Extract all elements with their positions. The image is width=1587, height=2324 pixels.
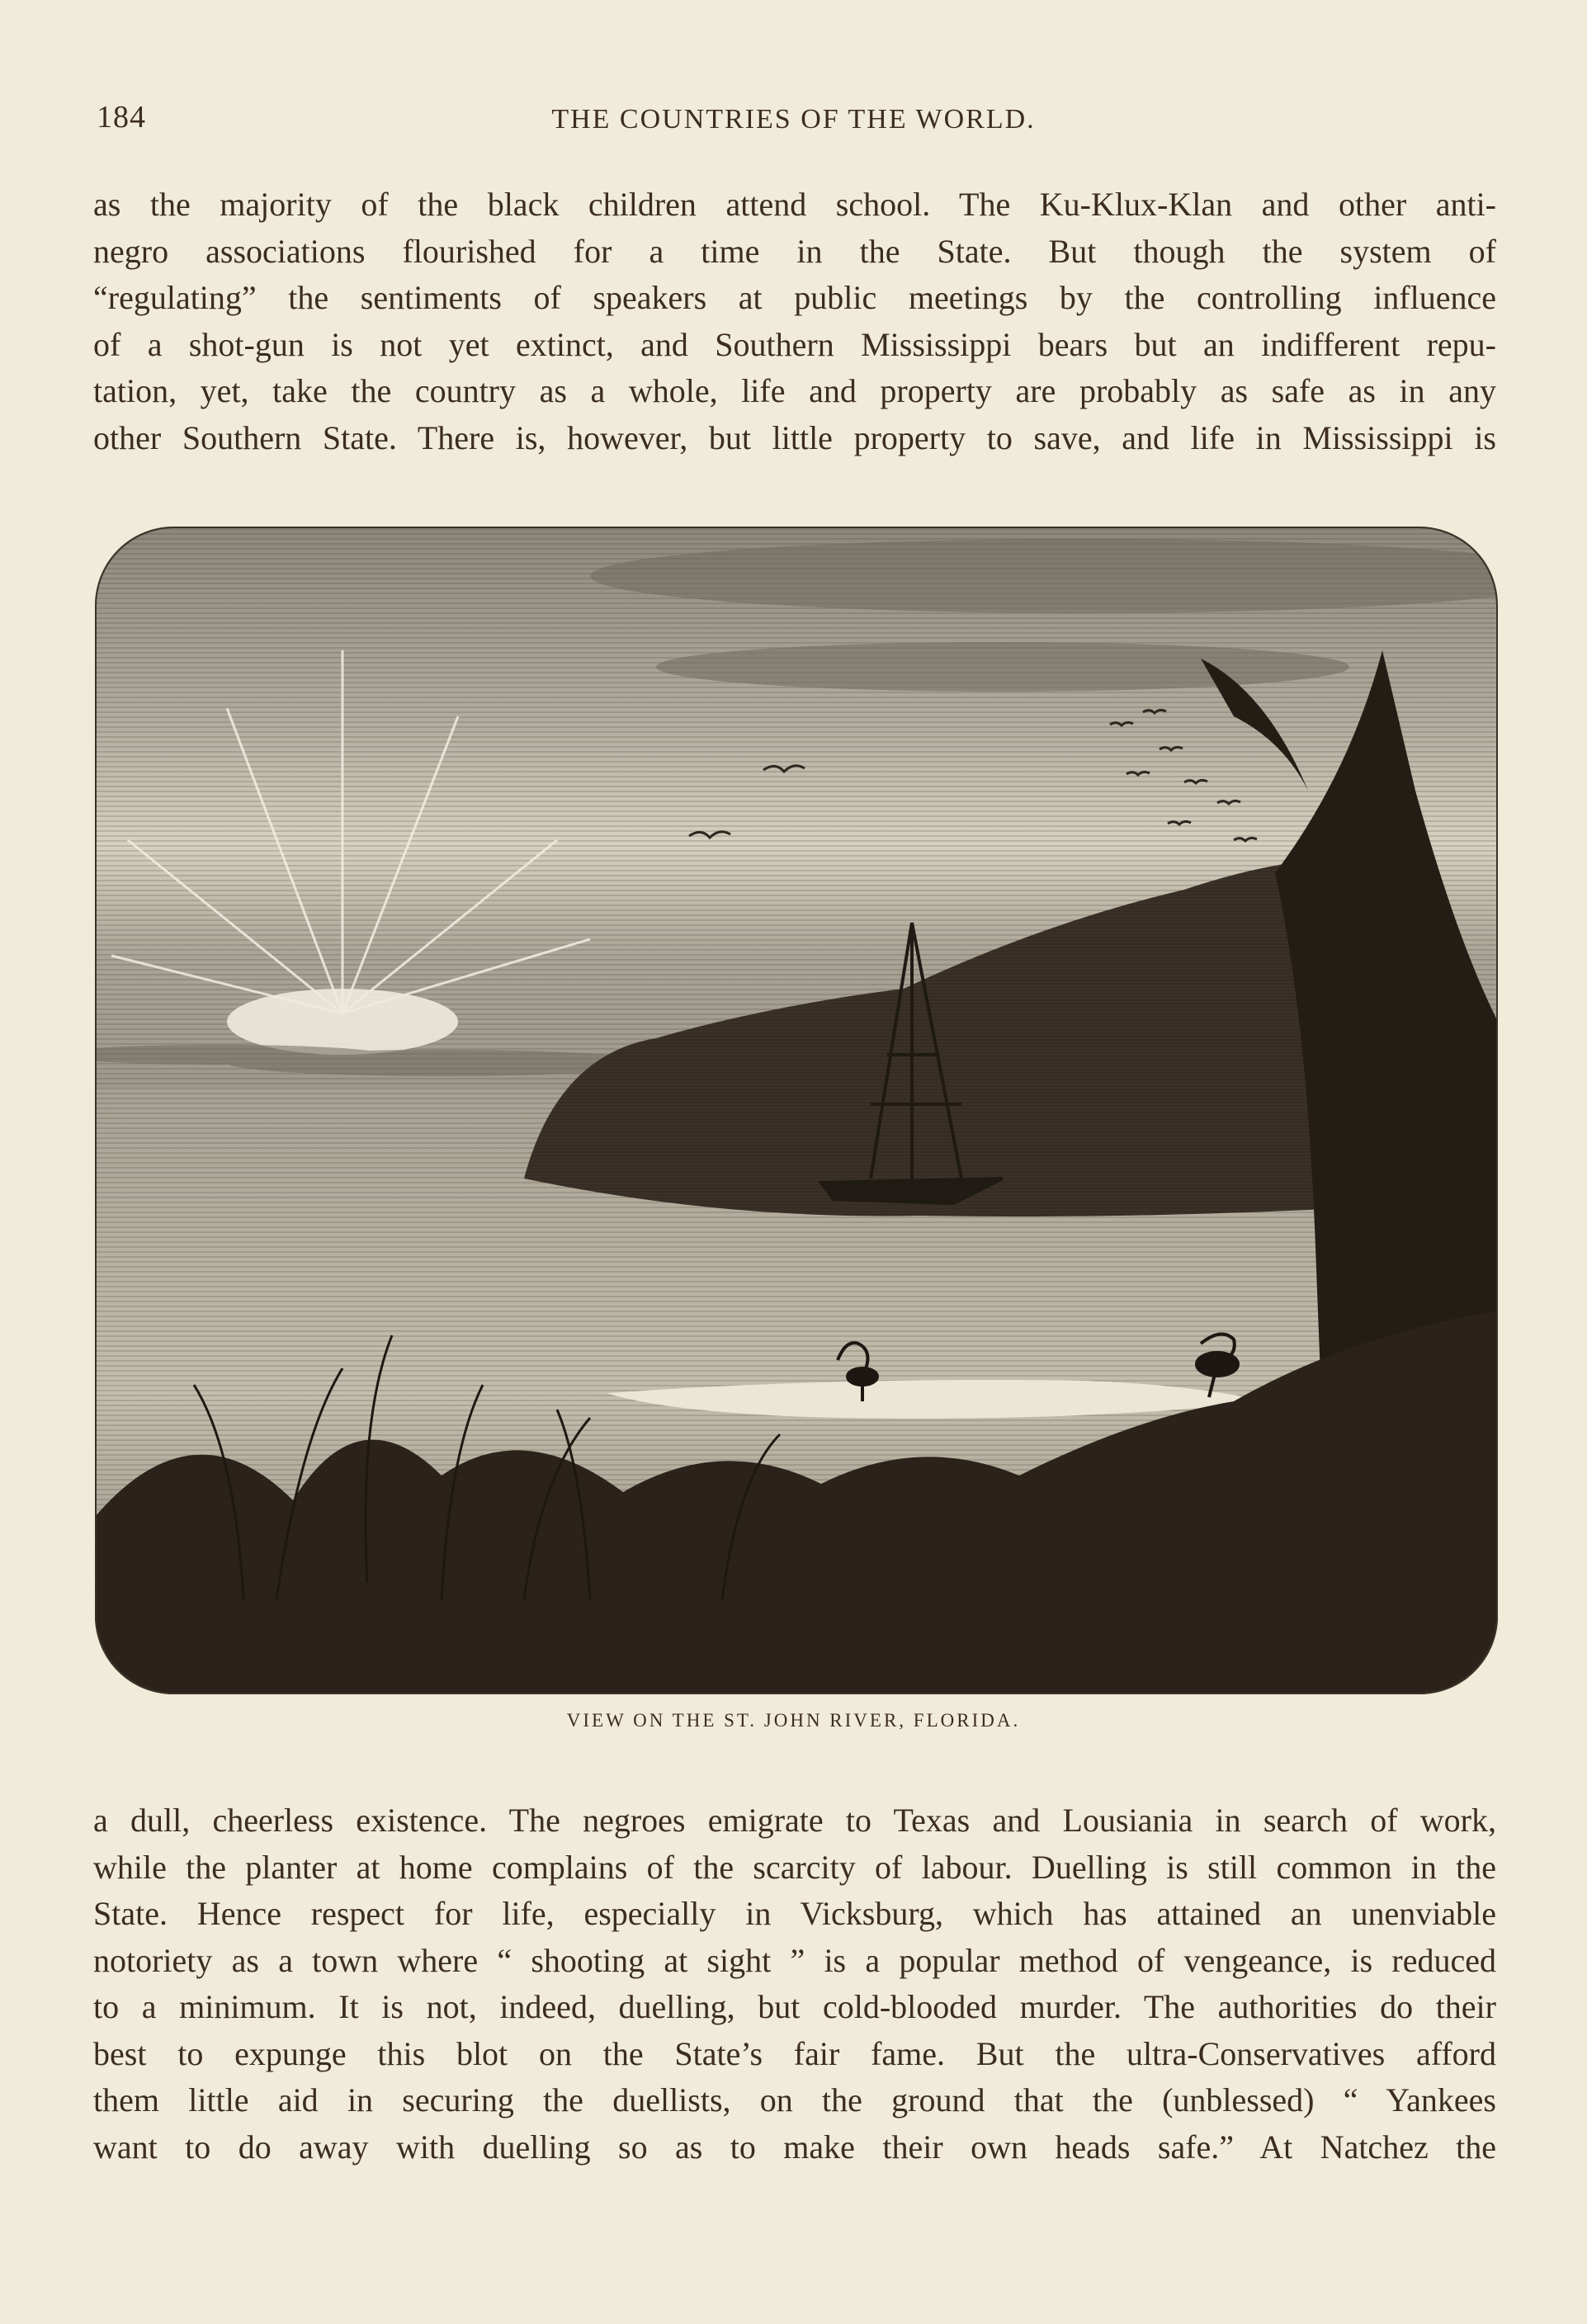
text-line: them little aid in securing the duellists, on the ground that the (unblessed) “ Yankees bbox=[93, 2081, 1496, 2119]
page-number: 184 bbox=[97, 100, 146, 135]
text-line: notoriety as a town where “ shooting at sight ” is a popular method of vengeance, is reduced bbox=[93, 1941, 1496, 1979]
text-line: State. Hence respect for life, especially in Vicksburg, which has attained an unenviable bbox=[93, 1895, 1496, 1932]
text-line: best to expunge this blot on the State’s fair fame. But the ultra-Conservatives afford bbox=[93, 2034, 1496, 2072]
text-line: negro associations flourished for a time in the State. But though the system of bbox=[93, 232, 1496, 270]
sun-glow bbox=[227, 989, 458, 1055]
text-line: want to do away with duelling so as to make their own heads safe.” At Natchez the bbox=[93, 2128, 1496, 2166]
text-line: to a minimum. It is not, indeed, duelling, but cold-blooded murder. The authorities do their bbox=[93, 1988, 1496, 2025]
text-line: a dull, cheerless existence. The negroes emigrate to Texas and Lousiania in search of work, bbox=[93, 1802, 1496, 1839]
illustration-caption: VIEW ON THE ST. JOHN RIVER, FLORIDA. bbox=[566, 1710, 1021, 1731]
text-line: of a shot-gun is not yet extinct, and Southern Mississippi bears but an indifferent repu- bbox=[93, 325, 1496, 363]
text-line: while the planter at home complains of the scarcity of labour. Duelling is still common in the bbox=[93, 1848, 1496, 1886]
body-paragraph-bottom bbox=[93, 1797, 1496, 2170]
river-engraving-illustration bbox=[95, 527, 1498, 1694]
text-line: other Southern State. There is, however, but little property to save, and life in Mississippi is bbox=[93, 418, 1496, 456]
text-line: “regulating” the sentiments of speakers at public meetings by the controlling influence bbox=[93, 279, 1496, 316]
running-title: THE COUNTRIES OF THE WORLD. bbox=[551, 104, 1036, 135]
text-line: tation, yet, take the country as a whole, life and property are probably as safe as in any bbox=[93, 372, 1496, 409]
body-paragraph-top bbox=[93, 182, 1496, 461]
text-line: as the majority of the black children attend school. The Ku-Klux-Klan and other anti- bbox=[93, 186, 1496, 223]
